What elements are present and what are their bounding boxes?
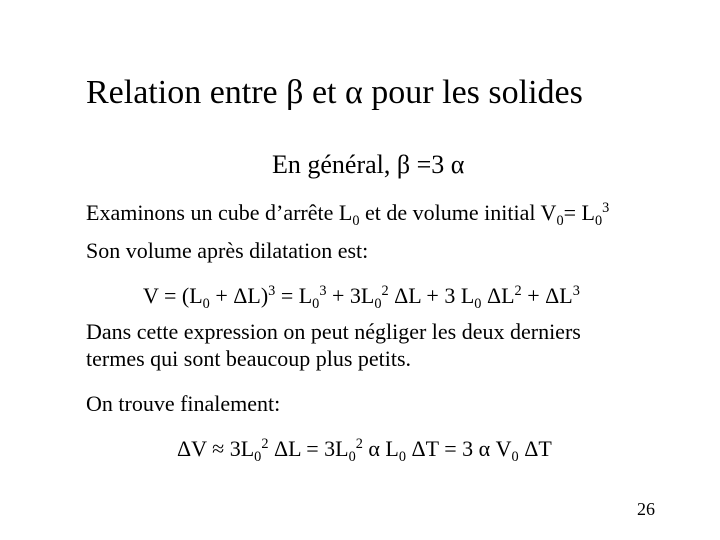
cube-text-3: = L: [563, 200, 595, 225]
cube-sub-1: 0: [352, 213, 360, 229]
cube-sub-3: 0: [594, 213, 603, 229]
cube-text-1: Examinons un cube d’arrête L: [86, 200, 353, 225]
general-relation: En général, β =3 α: [272, 150, 465, 179]
slide-title: Relation entre β et α pour les solides: [86, 74, 583, 111]
cube-sub-2: 0: [556, 213, 564, 229]
volume-equation: $V = (L_0 + \Delta L)^3 = L_0^3 + 3L_0^2$ ΔL + 3 $L_0$ $\Delta L^2 + \Delta L^3$: [143, 283, 580, 312]
expression-note: [86, 318, 686, 372]
expression-line-2: termes qui sont beaucoup plus petits.: [86, 346, 412, 371]
cube-text-2: et de volume initial V: [359, 200, 557, 225]
expression-line-1: Dans cette expression on peut négliger les deux derniers: [86, 319, 581, 344]
cube-description: [86, 200, 610, 229]
page-number: 26: [637, 499, 655, 519]
delta-volume-equation: $\Delta V \approx 3L_0^2$ $\Delta L = 3L_0^2$ α $L_0$ ΔT = 3 α $V_0$ ΔT: [177, 436, 552, 465]
cube-sup-3: 3: [602, 200, 610, 217]
volume-after-dilation: Son volume après dilatation est:: [86, 238, 369, 263]
finally-text: On trouve finalement:: [86, 391, 281, 416]
